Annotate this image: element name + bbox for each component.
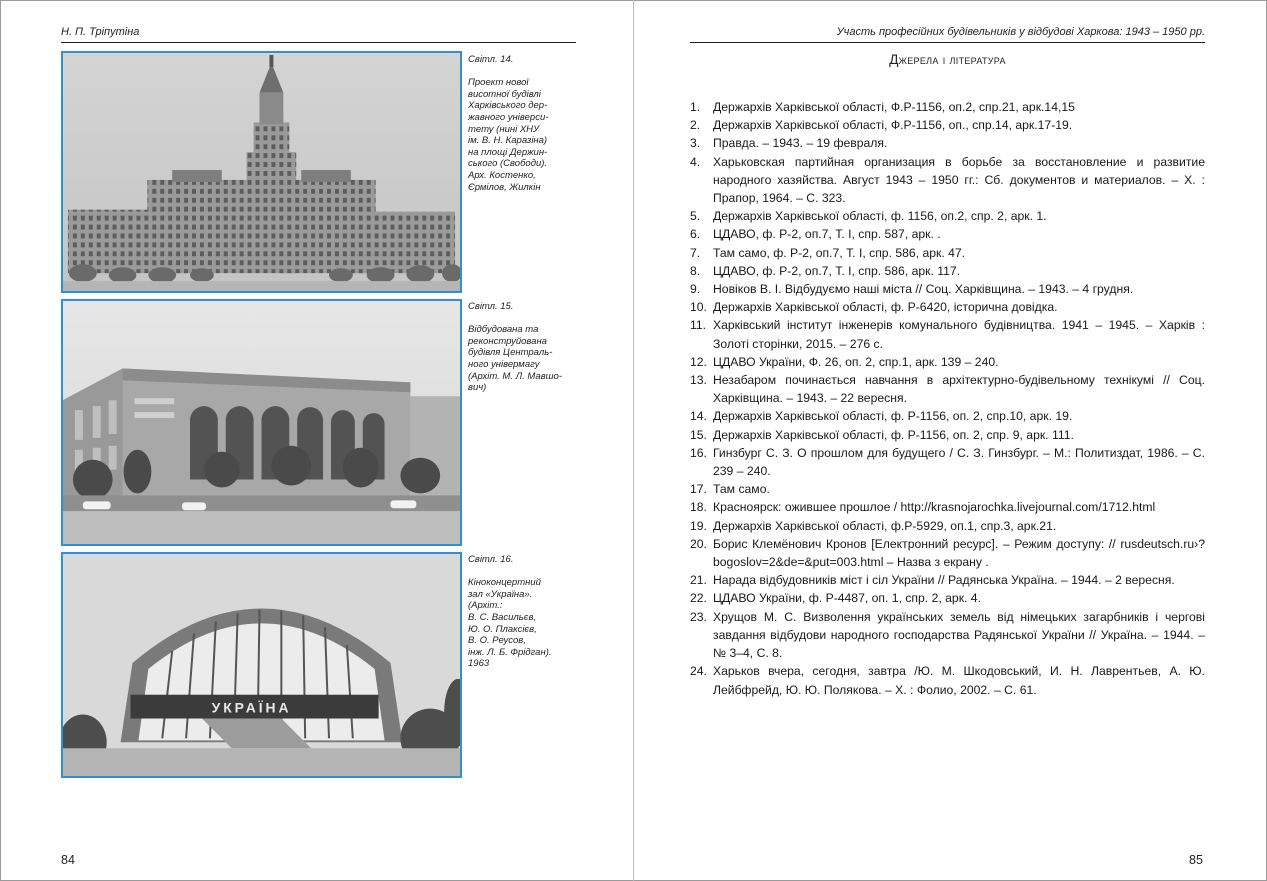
reference-text: Держархів Харківської області, ф. Р-6420, історична довідка. [713,300,1058,315]
reference-item [690,298,1205,316]
reference-item [690,589,1205,607]
reference-text: ЦДАВО, ф. Р-2, оп.7, Т. І, спр. 587, арк. . [713,227,941,242]
reference-item [690,225,1205,243]
page-spine [633,0,634,881]
reference-number: 1. [690,100,701,114]
reference-number: 11. [690,318,707,333]
reference-number: 15. [690,427,707,442]
reference-item [690,517,1205,535]
figure-14-number: Світл. 14. [468,54,514,65]
reference-number: 8. [690,263,701,278]
reference-text: Незабаром починається навчання в архітектурно-будівельному технікумі // Соц. Харківщина. – 1943. – 22 вересня. [713,373,1205,406]
reference-text: Держархів Харківської області, ф. Р-1156, оп. 2, спр.10, арк. 19. [713,409,1073,424]
reference-text: Там само, ф. Р-2, оп.7, Т. І, спр. 586, арк. 47. [713,245,966,260]
reference-text: ЦДАВО України, Ф. 26, оп. 2, спр.1, арк. 139 – 240. [713,354,999,369]
reference-number: 22. [690,591,707,606]
left-page-number: 84 [61,853,75,867]
reference-text: Держархів Харківської області, Ф.Р-1156, оп., спр.14, арк.17-19. [713,118,1073,133]
reference-item [690,244,1205,262]
reference-text: ЦДАВО України, ф. Р-4487, оп. 1, спр. 2, арк. 4. [713,591,981,606]
reference-item [690,444,1205,480]
reference-item [690,116,1205,134]
reference-number: 4. [690,154,701,169]
reference-text: Правда. – 1943. – 19 февраля. [713,136,888,151]
reference-number: 13. [690,373,707,388]
reference-text: Красноярск: ожившее прошлое / http://krasnojarochka.livejournal.com/1712.html [713,500,1156,515]
left-header-rule [61,42,576,43]
reference-item [690,316,1205,352]
reference-number: 24. [690,664,707,679]
reference-number: 12. [690,354,707,369]
reference-number: 5. [690,209,701,224]
reference-text: Держархів Харківської області, Ф.Р-1156, оп.2, спр.21, арк.14,15 [713,100,1075,114]
reference-text: Там само. [713,482,770,497]
reference-number: 7. [690,245,701,260]
left-running-header: Н. П. Тріпутіна [61,26,140,38]
reference-number: 9. [690,282,701,297]
reference-number: 16. [690,445,707,460]
reference-text: Держархів Харківської області, ф. Р-1156, оп. 2, спр. 9, арк. 111. [713,427,1074,442]
reference-number: 17. [690,482,707,497]
reference-item [690,371,1205,407]
reference-item [690,207,1205,225]
figure-15-number: Світл. 15. [468,301,514,312]
reference-text: Держархів Харківської області, ф.Р-5929, оп.1, спр.3, арк.21. [713,518,1057,533]
figure-15-caption [468,301,580,394]
figure-16-image [61,552,462,778]
reference-number: 6. [690,227,701,242]
figure-15-text: Відбудована та реконструйована будівля Централь- ного універмагу (Архіт. М. Л. Мавшо- вич) [468,324,562,394]
reference-text: Нарада відбудовників міст і сіл України // Радянська Україна. – 1944. – 2 вересня. [713,573,1175,588]
reference-item [690,262,1205,280]
reference-item [690,353,1205,371]
reference-item [690,426,1205,444]
reference-text: Гинзбург С. З. О прошлом для будущего / С. З. Гинзбург. – М.: Политиздат, 1986. – С. 239 – 240. [713,445,1205,479]
reference-text: Новіков В. І. Відбудуємо наші міста // Соц. Харківщина. – 1943. – 4 грудня. [713,282,1134,297]
figure-14-caption [468,54,580,193]
reference-text: Держархів Харківської області, ф. 1156, оп.2, спр. 2, арк. 1. [713,209,1047,224]
reference-item [690,480,1205,498]
figure-14-text: Проект нової висотної будівлі Харківського дер- жавного універси- тету (нині ХНУ ім. В. Н. Каразіна) на площі Держин- ського (Свободи). Арх. Костенко, Єрмілов, Жилкін [468,77,549,193]
reference-number: 18. [690,500,707,515]
reference-number: 21. [690,573,707,588]
reference-item [690,134,1205,152]
reference-item [690,498,1205,516]
reference-text: Харьков вчера, сегодня, завтра /Ю. М. Шкодовський, И. Н. Лаврентьев, А. Ю. Лейбфрейд, Ю. Ю. Полякова. – Х. : Фолио, 2002. – С. 61. [713,664,1205,697]
section-title: Джерела і література [889,52,1006,67]
figure-16-number: Світл. 16. [468,554,514,565]
figure-16-sign: УКРАЇНА [211,699,292,716]
figure-15-image [61,299,462,546]
reference-text: Харківський інститут інженерів комунального будівництва. 1941 – 1945. – Харків : Золоті сторінки, 2015. – 276 с. [713,318,1205,351]
reference-item [690,98,1205,116]
right-header-rule [690,42,1205,43]
reference-number: 10. [690,300,707,315]
reference-number: 2. [690,118,701,133]
reference-number: 19. [690,518,707,533]
figure-16-text: Кіноконцертний зал «Україна». (Архіт.: В. С. Васильєв, Ю. О. Плаксієв, В. О. Реусов, інж. Л. Б. Фрідган). 1963 [468,577,552,670]
reference-item [690,280,1205,298]
reference-item [690,535,1205,571]
figure-16-caption [468,554,580,670]
reference-number: 20. [690,536,707,551]
reference-item [690,571,1205,589]
figure-14-image [61,51,462,293]
reference-list [690,98,1205,699]
right-running-header: Участь професійних будівельників у відбудові Харкова: 1943 – 1950 рр. [836,26,1205,38]
reference-item [690,662,1205,698]
reference-item [690,608,1205,663]
reference-item [690,153,1205,208]
reference-text: ЦДАВО, ф. Р-2, оп.7, Т. І, спр. 586, арк. 117. [713,263,961,278]
reference-number: 23. [690,609,707,624]
reference-text: Борис Клемёнович Кронов [Електронний ресурс]. – Режим доступу: // rusdeutsch.ru›?bogoslov=2&de=&put=003.html – Назва з екрану . [713,536,1205,570]
reference-item [690,407,1205,425]
right-page-number: 85 [1189,853,1203,867]
reference-number: 14. [690,409,707,424]
reference-number: 3. [690,136,701,151]
reference-text: Хрущов М. С. Визволення українських земель від німецьких загарбників і чергові завдання відбудови народного господарства Радянської України // Україна. – 1944. – № 3–4, С. 8. [713,609,1205,661]
reference-text: Харьковская партийная организация в борьбе за восстановление и развитие народного хазяйства. Август 1943 – 1950 гг.: Сб. документов и материалов. – Х. : Прапор, 1964. – С. 323. [713,154,1205,206]
